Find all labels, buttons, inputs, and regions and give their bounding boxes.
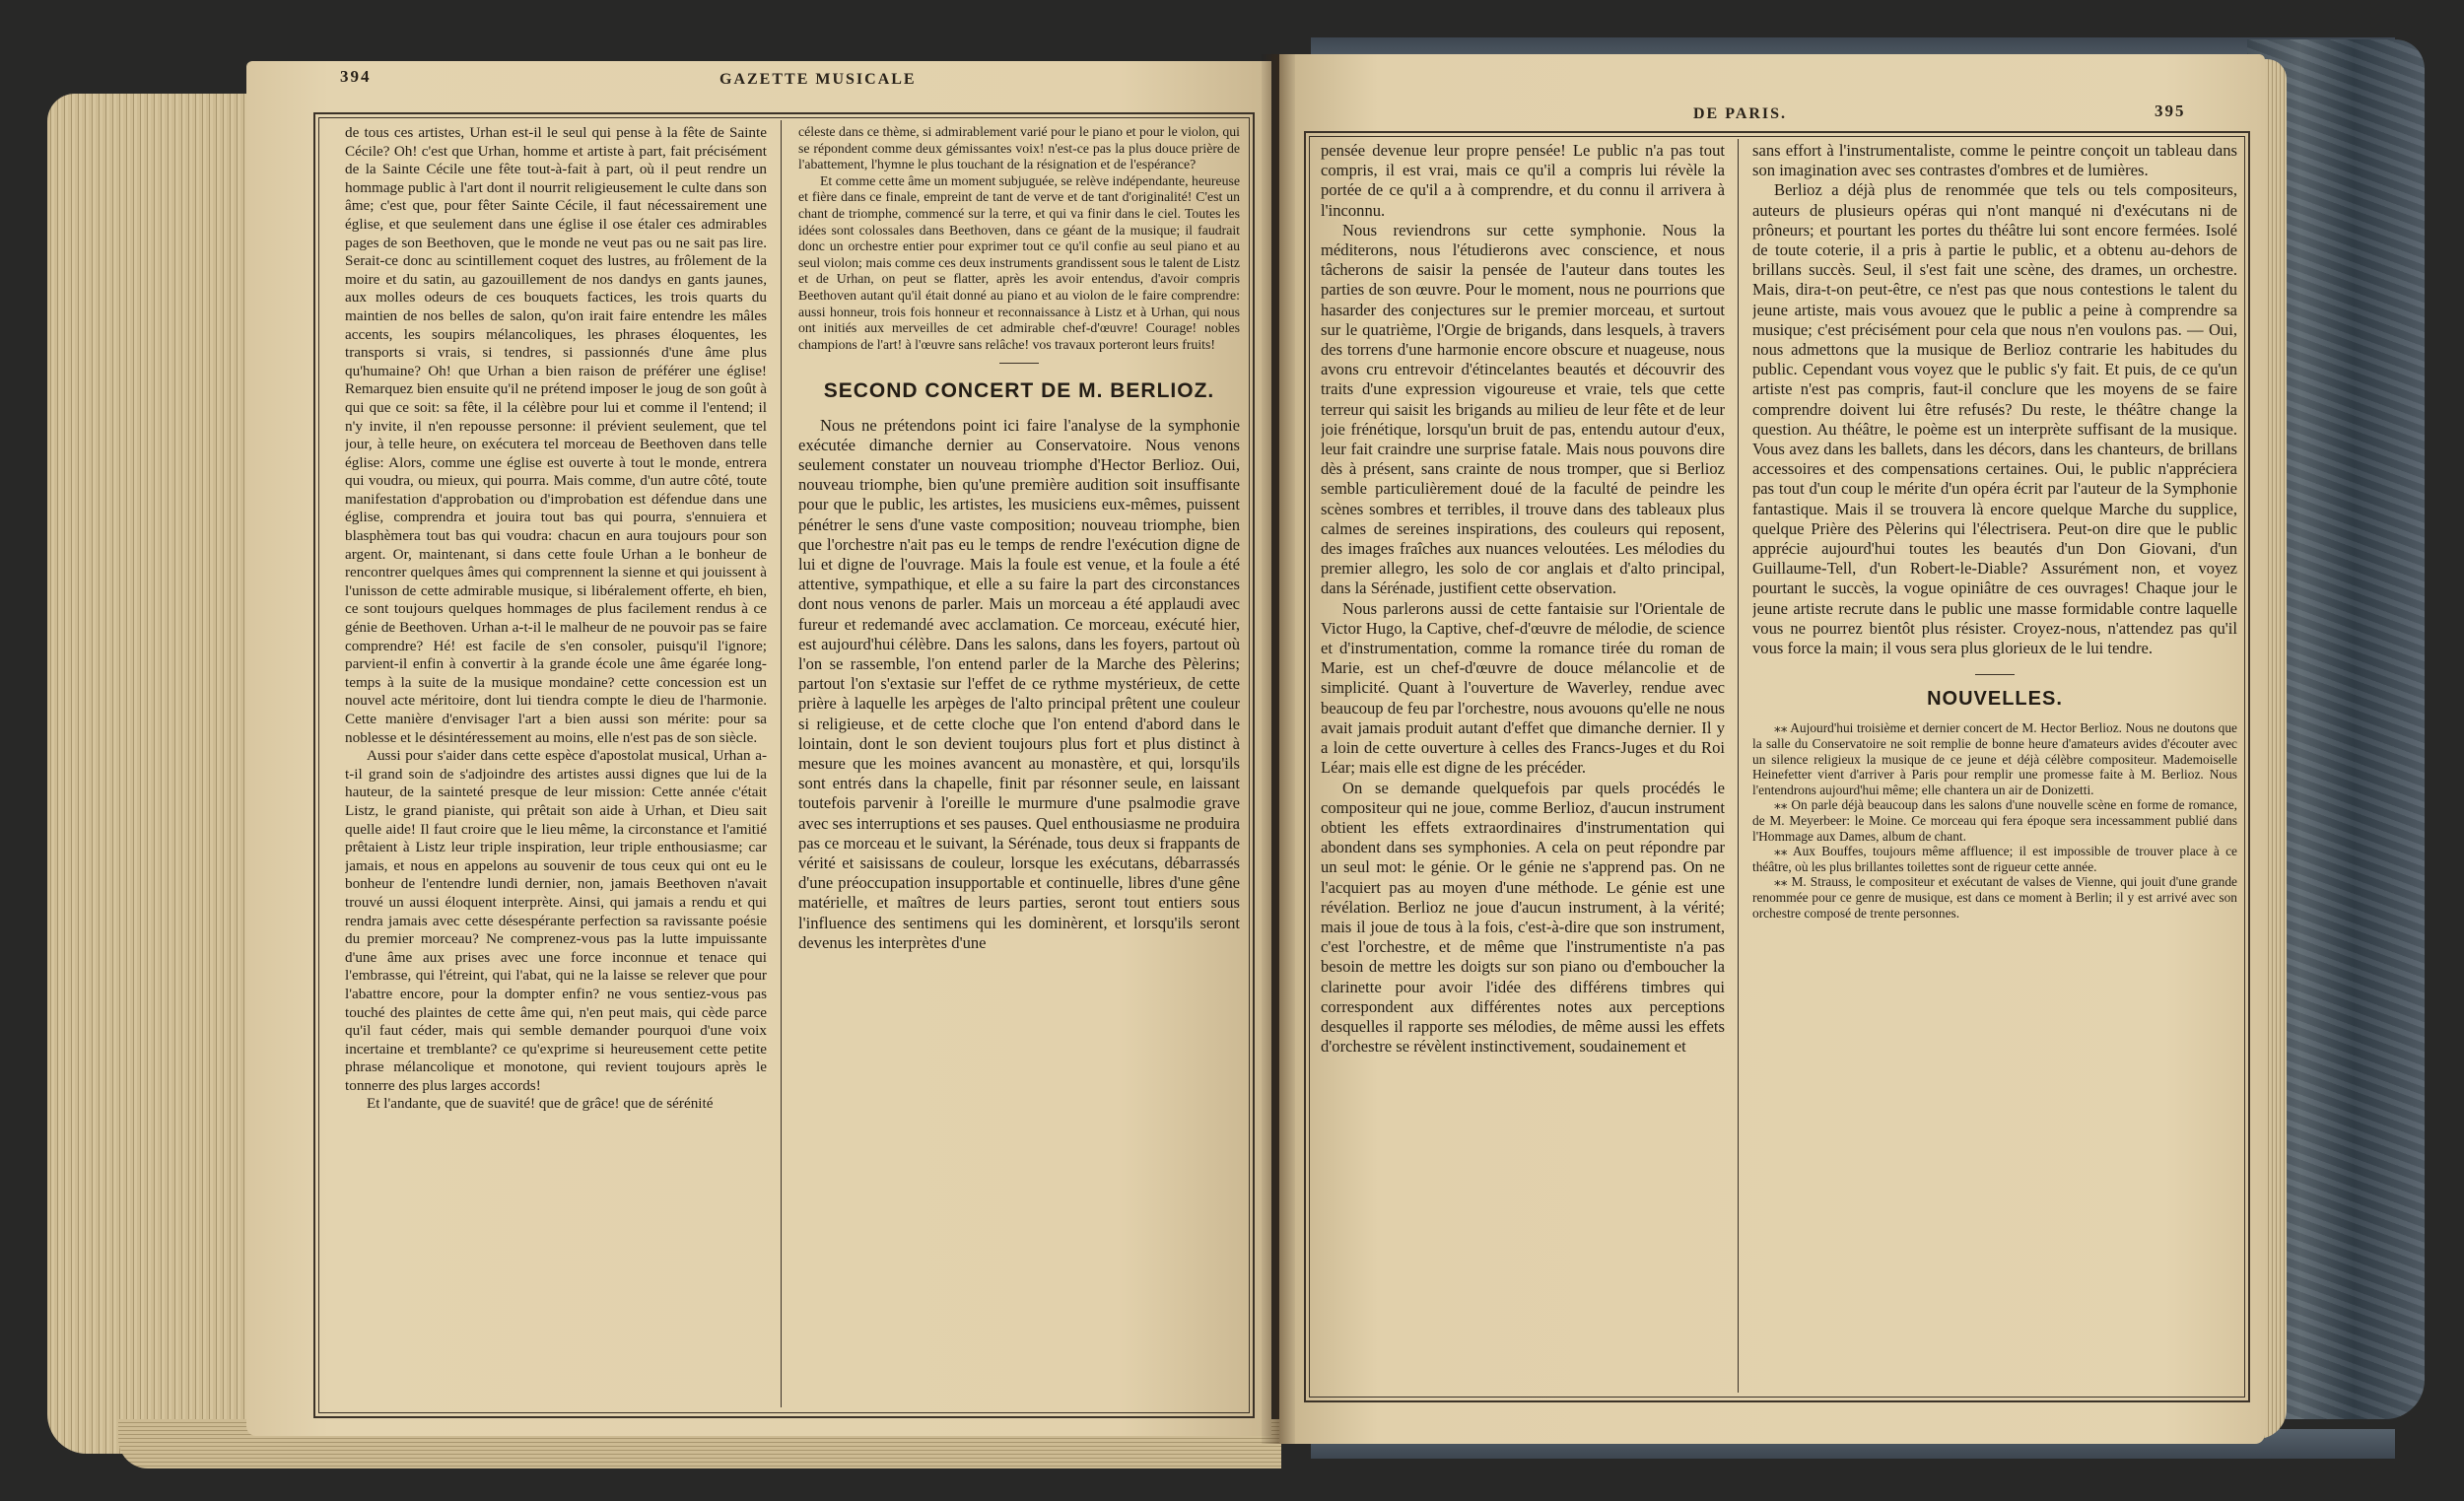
left-column-1	[345, 124, 767, 1396]
left-page	[246, 61, 1271, 1436]
paragraph: céleste dans ce thème, si admirablement varié pour le piano et pour le violon, qui se répondent comme deux gémissantes voix! n'est-ce pas la plus douce prière de l'abattement, l'hymne le plus touchant de la résignation et de l'espérance?	[798, 124, 1240, 172]
left-page-stack	[47, 94, 274, 1454]
news-item: ⁎⁎ Aujourd'hui troisième et dernier concert de M. Hector Berlioz. Nous ne doutons que la salle du Conservatoire ne soit remplie de bonne heure d'amateurs avides d'écouter avec un silence religieux la musique de ce jeune et déjà célèbre compositeur. Mademoiselle Heinefetter vient d'arriver à Paris pour remplir une promesse faite à M. Berlioz. Nous l'entendrons aujourd'hui même; elle chantera un air de Donizetti.	[1752, 720, 2237, 797]
news-item: ⁎⁎ On parle déjà beaucoup dans les salons d'une nouvelle scène en forme de romance, de M. Meyerbeer: le Moine. Ce morceau qui fera époque sera incessamment publié dans l'Hommage aux Dames, album de chant.	[1752, 797, 2237, 844]
left-column-2	[798, 124, 1240, 1403]
paragraph: sans effort à l'instrumentaliste, comme le peintre conçoit un tableau dans son imagination avec ses contrastes d'ombres et de lumières.	[1752, 141, 2237, 180]
section-divider	[1975, 674, 2015, 675]
paragraph: Berlioz a déjà plus de renommée que tels ou tels compositeurs, auteurs de plusieurs opéras qui n'ont manqué ni d'exécutans ni de prôneurs; et pourtant les portes du théâtre lui sont encore fermées. Isolé de toute coterie, il a pris à partie le public, et a obtenu au-dehors de brillans succès. Seul, il s'est fait une scène, des drames, un orchestre. Mais, dira-t-on peut-être, ce n'est pas que nous contestions le talent du jeune artiste, mais vous avouez que le public a peine à comprendre sa musique; c'est précisément pour cela que nous n'en voulons pas. — Oui, nous admettons que la musique de Berlioz contrarie les habitudes du public. Cependant vous voyez que le public s'y fait. Et puis, de ce qu'un artiste n'est pas compris, faut-il conclure que les moyens de se faire comprendre doivent lui être refusés? Du reste, le théâtre change la question. Au théâtre, le poème est un interprète suffisant de la musique. Vous avez dans les ballets, dans les décors, dans les chanteurs, de brillans accessoires et des compensations certaines. Oui, le public n'appréciera pas tout d'un coup le mérite d'un opéra écrit par l'auteur de la Symphonie fantastique. Mais il se trouvera là encore quelque Marche du supplice, quelque Prière des Pèlerins qui l'électrisera. Peut-on dire que le public apprécie aujourd'hui toutes les beautés d'un Don Giovani, d'un Guillaume-Tell, d'un Robert-le-Diable? Assurément non, et voyez pourtant le succès, la vogue opiniâtre de ces ouvrages! Chaque jour le jeune artiste recrute dans le public une masse formidable contre laquelle vous ne pourrez bientôt plus résister. Croyez-nous, n'attendez pas qu'il vous force la main; il vous sera plus glorieux de le lui tendre.	[1752, 180, 2237, 658]
right-page	[1279, 54, 2265, 1444]
news-item: ⁎⁎ M. Strauss, le compositeur et exécutant de valses de Vienne, qui jouit d'une grande renommée pour ce genre de musique, est dans ce moment à Berlin; il y est arrivé avec son orchestre composé de trente personnes.	[1752, 874, 2237, 921]
article-heading: SECOND CONCERT DE M. BERLIOZ.	[823, 379, 1215, 403]
news-heading: NOUVELLES.	[1927, 688, 2063, 711]
paragraph: pensée devenue leur propre pensée! Le public n'a pas tout compris, il est vrai, mais ce qu'il a compris lui révèle la portée de ce qu'il a à comprendre, et du connu il arrivera à l'inconnu.	[1321, 141, 1725, 220]
paragraph: de tous ces artistes, Urhan est-il le seul qui pense à la fête de Sainte Cécile? Oh! c'est que Urhan, homme et artiste à part, fait précisément de la Sainte Cécile une fête tout-à-fait à part, où il peut rendre un hommage public à l'art dont il nourrit religieusement le culte dans son âme; c'est que, pour fêter Sainte Cécile, il faut nécessairement une église, et que seulement dans une église il ose étaler ces admirables pages de son Beethoven, que le monde ne veut pas ou ne sait pas lire. Serait-ce donc au scintillement coquet des lustres, au frôlement de la moire et du satin, au gazouillement de nos dandys en gants jaunes, aux molles odeurs de ces bouquets factices, les trois quarts du maintien de nos belles de salon, qu'on irait faire entendre les mâles accents, les soupirs mélancoliques, les phrases éloquentes, les transports si vrais, si tendres, si passionnés d'une âme plus qu'humaine? Oh! que Urhan a bien raison de préférer une église! Remarquez bien ensuite qu'il ne prétend imposer le joug de son goût à qui que ce soit: sa fête, il la célèbre pour lui et comme il l'entend; il n'y invite, il n'en repousse personne: il prévient seulement, que tel jour, à telle heure, on exécutera tel morceau de Beethoven dans telle église: Alors, comme une église est ouverte à tout le monde, entrera qui voudra, ou mieux, qui pourra. Mais comme, d'un autre côté, toute manifestation d'approbation ou d'improbation est défendue dans une église, comprendra et jouira tout bas qui pourra, s'ennuiera et blasphèmera tout bas qui voudra: chacun en aura toujours pour son argent. Or, maintenant, si dans cette foule Urhan a le bonheur de rencontrer quelques âmes qui comprennent la sienne et qui jouissent à l'unisson de cette admirable musique, si libéralement offerte, eh bien, ce sont toujours quelques hommages de plus facilement rendus à ce génie de Beethoven. Urhan a-t-il le malheur de ne pouvoir pas se faire comprendre? Hé! est facile de s'en consoler, puisqu'il l'ignore; parvient-il enfin à convertir à la grande école une âme égarée long-temps à la suite de la musique mondaine? cette concession est un nouvel acte méritoire, dont lui tiendra compte le dieu de l'harmonie. Cette manière d'envisager l'art a bien aussi son mérite: pour sa noblesse et le désintéressement au moins, elle n'est pas de son siècle.	[345, 124, 767, 746]
left-page-number: 394	[340, 67, 372, 86]
paragraph: Nous ne prétendons point ici faire l'analyse de la symphonie exécutée dimanche dernier au Conservatoire. Nous venons seulement constater un nouveau triomphe d'Hector Berlioz. Oui, nouveau triomphe, bien qu'une première audition soit insuffisante pour que le public, les artistes, les musiciens eux-mêmes, puissent pénétrer le sens d'une vaste composition; nouveau triomphe, bien que l'orchestre n'ait pas eu le temps de rendre l'exécution digne de lui et digne de l'ouvrage. Mais la foule est venue, et la foule a été attentive, sympathique, et elle a su faire la part des circonstances dont nous venons de parler. Mais un morceau a été applaudi avec fureur et redemandé avec acclamation. Ce morceau, exécuté hier, est aujourd'hui célèbre. Dans les salons, dans les foyers, partout où l'on se rassemble, l'on entend parler de la Marche des Pèlerins; partout l'on s'extasie sur l'effet de ce rythme mystérieux, de cette prière à laquelle les arpèges de l'alto principal prêtent une couleur si religieuse, et de cette cloche que l'on entend d'abord dans le lointain, dont le son devient toujours plus fort et plus distinct à mesure que les moines avancent au monastère, et qui, lorsqu'ils sont entrés dans la chapelle, finit par résonner seule, en laissant toutefois parvenir à l'oreille le murmure d'une psalmodie grave avec ses interruptions et ses pauses. Quel enthousiasme ne produira pas ce morceau et le suivant, la Sérénade, tous deux si frappants de vérité et saisissans de couleur, lorsque les exécutans, débarrassés d'une préoccupation insupportable et continuelle, libres d'une gêne matérielle, et maîtres de leurs parties, seront tout entiers sous l'influence des sentimens qui les dominèrent, et lorsqu'ils seront devenus les interprètes d'une	[798, 415, 1240, 952]
section-divider	[999, 363, 1039, 364]
right-column-2	[1752, 141, 2237, 1393]
right-column-1	[1321, 141, 1725, 1393]
paragraph: Aussi pour s'aider dans cette espèce d'apostolat musical, Urhan a-t-il grand soin de s'adjoindre des artistes aussi dignes que lui de la hauteur, de la sainteté presque de leur mission: Cette année c'était Listz, le grand pianiste, qui prêtait son aide à Urhan, et Dieu sait quelle aide! Il faut croire que le lieu même, la circonstance et l'amitié prêtaient à Listz leur triple inspiration, leur triple enthousiasme; car jamais, et nous en appelons au souvenir de tous ceux qui ont eu le bonheur de l'entendre lundi dernier, non, jamais Beethoven n'avait trouvé un aussi éloquent interprète. Ainsi, qui jamais a rendu et qui rendra jamais avec cette désespérante perfection sa ravissante poésie du premier morceau? Ne comprenez-vous pas la lutte impuissante d'une âme aux prises avec une force inconnue et tenace qui l'embrasse, qui l'étreint, qui l'abat, qui ne la laisse se relever que pour l'abattre encore, pour la dompter enfin? ne vous sentiez-vous pas touché des plaintes de cette âme qui, n'en peut mais, qui cède parce qu'il faut céder, mais qui semble demander pourquoi d'une voix incertaine et tremblante? ce qu'exprime si heureusement cette petite phrase mélancolique et monotone, qui revient toujours après le tonnerre des plus larges accords!	[345, 747, 767, 1094]
right-column-rule	[1738, 139, 1739, 1393]
right-running-head: DE PARIS.	[1693, 105, 1788, 122]
left-running-head: GAZETTE MUSICALE	[719, 71, 917, 88]
book-gutter	[1262, 54, 1295, 1444]
left-column-rule	[781, 120, 782, 1407]
paragraph: Nous parlerons aussi de cette fantaisie sur l'Orientale de Victor Hugo, la Captive, chef-d'œuvre de mélodie, de science et d'instrumentation, comme la romance tirée du roman de Marie, est un chef-d'œuvre de douce mélancolie et de simplicité. Quant à l'ouverture de Waverley, rendue avec beaucoup de feu par l'orchestre, nous avouons qu'elle ne nous avait jamais produit autant d'effet que dimanche dernier. Il y a loin de cette ouverture à celles des Francs-Juges et du Roi Léar; mais elle est digne de les précéder.	[1321, 598, 1725, 778]
news-item: ⁎⁎ Aux Bouffes, toujours même affluence; il est impossible de trouver place à ce théâtre, où les plus brillantes toilettes sont de rigueur cette année.	[1752, 844, 2237, 874]
paragraph: Nous reviendrons sur cette symphonie. Nous la méditerons, nous l'étudierons avec conscience, et nous tâcherons de saisir la pensée de l'auteur dans toutes les parties de son œuvre. Pour le moment, nous ne pourrions que hasarder des conjectures sur le premier morceau, et surtout sur le quatrième, l'Orgie de brigands, dans lesquels, à travers des torrens d'une harmonie encore obscure et nuageuse, nous avons cru entrevoir d'étincelantes beautés et découvrir des traits d'une expression vigoureuse et vraie, tels que cette terreur qui saisit les brigands au milieu de leur fête et de leur joie frénétique, lorsqu'un bruit de pas, entendu autour d'eux, leur fait craindre une surprise fatale. Mais nous pouvons dire dès à présent, sans crainte de nous tromper, que si Berlioz semble particulièrement doué de la faculté de peindre les scènes sombres et terribles, il trouve dans des tableaux plus calmes de sereines inspirations, des couleurs qui reposent, des images fraîches aux nuances veloutées. Les mélodies du premier allegro, les solo de cor anglais et d'alto principal, dans la Sérénade, justifient cette observation.	[1321, 220, 1725, 598]
right-page-number: 395	[2155, 102, 2186, 120]
paragraph: Et l'andante, que de suavité! que de grâce! que de sérénité	[367, 1095, 714, 1113]
paragraph: Et comme cette âme un moment subjuguée, se relève indépendante, heureuse et fière dans ce finale, empreint de tant de verve et de tant d'originalité! C'est un chant de triomphe, commencé sur la terre, et qui va finir dans le ciel. Toutes les idées sont colossales dans Beethoven, dans ce géant de la musique; il faudrait donc un orchestre entier pour exprimer tout ce qu'il confie au seul piano et au seul violon; mais comme ces deux instruments grandissent sous le talent de Listz et de Urhan, on peut se flatter, après les avoir entendus, d'avoir compris Beethoven autant qu'il était donné au piano et au violon de le faire comprendre: aussi honneur, trois fois honneur et reconnaissance à Listz et à Urhan, qui nous ont initiés aux merveilles de cet admirable chef-d'œuvre! Courage! nobles champions de l'art! à l'œuvre sans relâche! vos travaux porteront leurs fruits!	[798, 172, 1240, 352]
paragraph: On se demande quelquefois par quels procédés le compositeur qui ne joue, comme Berlioz, d'aucun instrument obtient les effets extraordinaires d'instrumentation qui abondent dans ses symphonies. A cela on peut répondre par un seul mot: le génie. Or le génie ne s'apprend pas. On ne l'acquiert pas au moyen d'une méthode. Le génie est une révélation. Berlioz ne joue d'aucun instrument, à la vérité; mais il joue de tous à la fois, c'est-à-dire que son instrument, c'est l'orchestre, et de même que l'instrumentiste n'a pas besoin de mettre les doigts sur son piano ou d'emboucher la clarinette pour avoir l'idée des différens timbres qui correspondent aux différentes notes aux perceptions desquelles il rapporte ses mélodies, de même aussi les effets d'orchestre se révèlent instinctivement, soudainement et	[1321, 778, 1725, 1057]
